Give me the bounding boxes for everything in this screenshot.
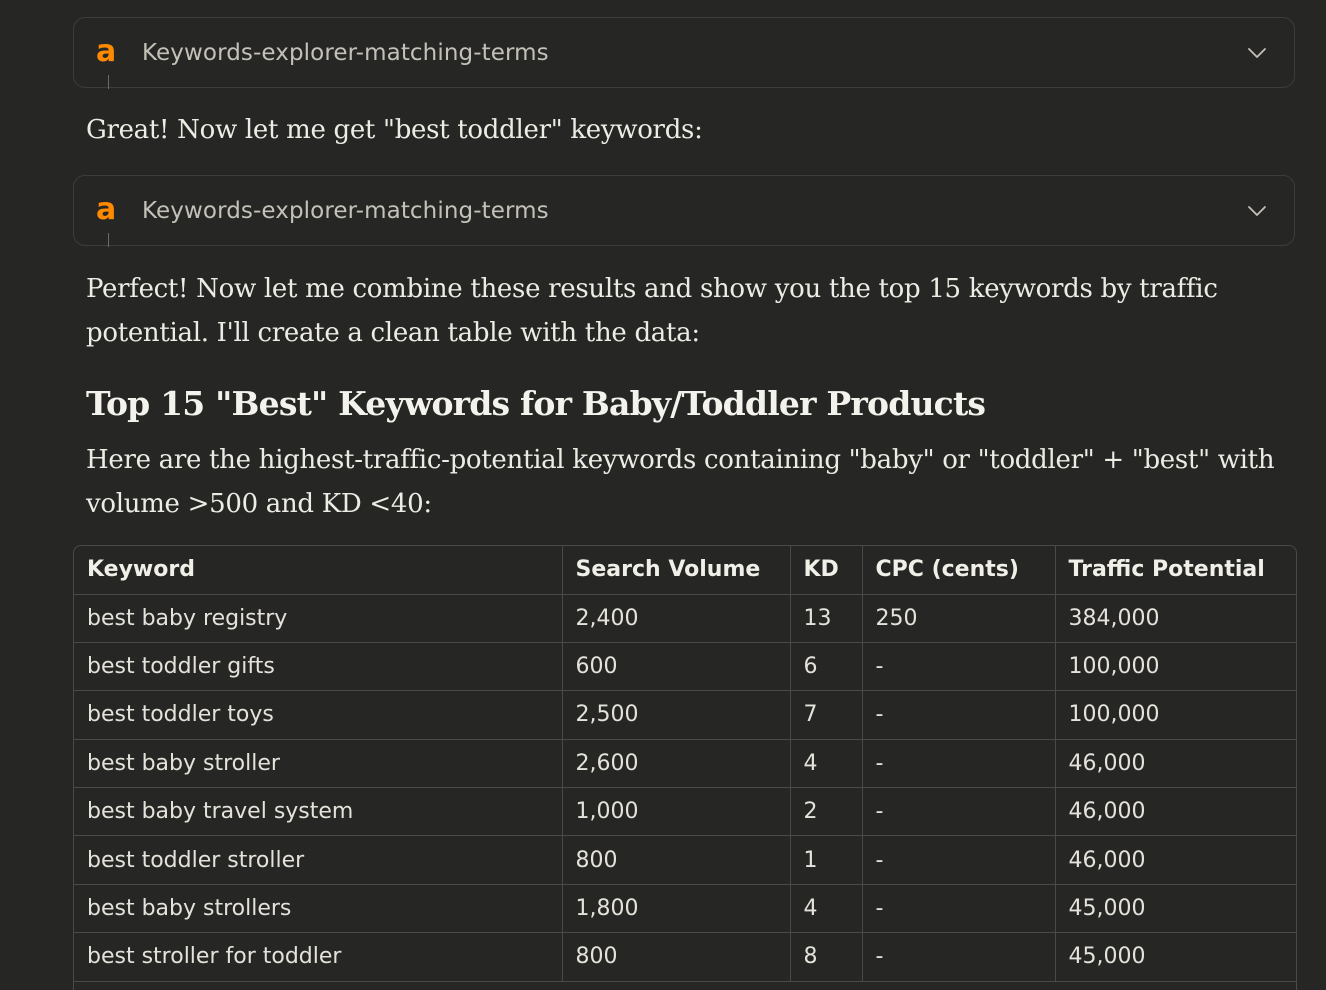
cell-traffic-potential: 45,000 bbox=[1055, 933, 1297, 981]
cell-keyword: best stroller for toddler bbox=[74, 933, 562, 981]
cell-traffic-potential: 100,000 bbox=[1055, 642, 1297, 690]
cell-search-volume: 600 bbox=[562, 642, 790, 690]
cell-traffic-potential: 46,000 bbox=[1055, 739, 1297, 787]
assistant-message-2 bbox=[86, 267, 1286, 355]
message-text-line-1: Here are the highest-traffic-potential keywords containing "baby" or "toddler" + "best" with bbox=[86, 445, 1275, 475]
tool-call-card-2[interactable] bbox=[73, 175, 1295, 246]
cell-kd: 6 bbox=[790, 642, 862, 690]
cell-keyword: best toddler gifts bbox=[74, 642, 562, 690]
cell-kd: 1 bbox=[790, 836, 862, 884]
table-row bbox=[74, 788, 1297, 836]
cell-traffic-potential: 384,000 bbox=[1055, 594, 1297, 642]
cell-traffic-potential: 46,000 bbox=[1055, 836, 1297, 884]
header-traffic-potential: Traffic Potential bbox=[1055, 546, 1297, 594]
cell-traffic-potential: 100,000 bbox=[1055, 691, 1297, 739]
cell-cpc: - bbox=[862, 691, 1055, 739]
cell-kd: 13 bbox=[790, 594, 862, 642]
cell-keyword: best baby registry bbox=[74, 594, 562, 642]
cell-cpc: - bbox=[862, 739, 1055, 787]
message-text-line-2: volume >500 and KD <40: bbox=[86, 489, 432, 519]
header-cpc: CPC (cents) bbox=[862, 546, 1055, 594]
cell-cpc: - bbox=[862, 836, 1055, 884]
cell-cpc: 250 bbox=[862, 594, 1055, 642]
cell-traffic-potential: 46,000 bbox=[1055, 788, 1297, 836]
cell-keyword: best toddler toys bbox=[74, 691, 562, 739]
cell-keyword: best baby strollers bbox=[74, 884, 562, 932]
cell-keyword: best baby travel system bbox=[74, 788, 562, 836]
cell-traffic-potential: 45,000 bbox=[1055, 884, 1297, 932]
cell-search-volume: 1,800 bbox=[562, 884, 790, 932]
connector-line bbox=[108, 75, 109, 89]
tool-call-card-1[interactable] bbox=[73, 17, 1295, 88]
cell-cpc: - bbox=[862, 884, 1055, 932]
ahrefs-logo-icon bbox=[96, 34, 122, 70]
assistant-message-1 bbox=[86, 108, 1286, 152]
message-text: Great! Now let me get "best toddler" keywords: bbox=[86, 115, 703, 145]
logo-letter: a bbox=[96, 192, 117, 227]
table-header-row bbox=[74, 546, 1297, 594]
ahrefs-logo-icon bbox=[96, 192, 122, 228]
table-row bbox=[74, 836, 1297, 884]
cell-search-volume: 800 bbox=[562, 836, 790, 884]
tool-name: Keywords-explorer-matching-terms bbox=[142, 40, 549, 66]
cell-search-volume: 2,500 bbox=[562, 691, 790, 739]
table-row bbox=[74, 739, 1297, 787]
cell-search-volume: 1,000 bbox=[562, 788, 790, 836]
cell-kd: 4 bbox=[790, 884, 862, 932]
table-row bbox=[74, 594, 1297, 642]
cell-keyword: best toddler stroller bbox=[74, 836, 562, 884]
header-keyword: Keyword bbox=[74, 546, 562, 594]
cell-kd: 8 bbox=[790, 933, 862, 981]
cell-kd: 7 bbox=[790, 691, 862, 739]
header-search-volume: Search Volume bbox=[562, 546, 790, 594]
table-row bbox=[74, 642, 1297, 690]
cell-kd: 2 bbox=[790, 788, 862, 836]
header-kd: KD bbox=[790, 546, 862, 594]
cell-cpc: - bbox=[862, 933, 1055, 981]
cell-cpc: - bbox=[862, 788, 1055, 836]
cell-keyword: best baby stroller bbox=[74, 739, 562, 787]
chevron-down-icon[interactable] bbox=[1246, 200, 1268, 222]
tool-name: Keywords-explorer-matching-terms bbox=[142, 198, 549, 224]
section-heading: Top 15 "Best" Keywords for Baby/Toddler Products bbox=[86, 384, 986, 423]
assistant-message-3 bbox=[86, 438, 1286, 526]
cell-search-volume: 2,600 bbox=[562, 739, 790, 787]
table-row bbox=[74, 933, 1297, 981]
table-row bbox=[74, 884, 1297, 932]
keywords-table bbox=[74, 546, 1297, 982]
cell-cpc: - bbox=[862, 642, 1055, 690]
logo-letter: a bbox=[96, 34, 117, 69]
chevron-down-icon[interactable] bbox=[1246, 42, 1268, 64]
keywords-table-container bbox=[73, 545, 1297, 990]
table-row bbox=[74, 691, 1297, 739]
cell-search-volume: 800 bbox=[562, 933, 790, 981]
cell-search-volume: 2,400 bbox=[562, 594, 790, 642]
connector-line bbox=[108, 233, 109, 247]
message-text-line-1: Perfect! Now let me combine these results and show you the top 15 keywords by traffic bbox=[86, 274, 1218, 304]
cell-kd: 4 bbox=[790, 739, 862, 787]
message-text-line-2: potential. I'll create a clean table with the data: bbox=[86, 318, 700, 348]
